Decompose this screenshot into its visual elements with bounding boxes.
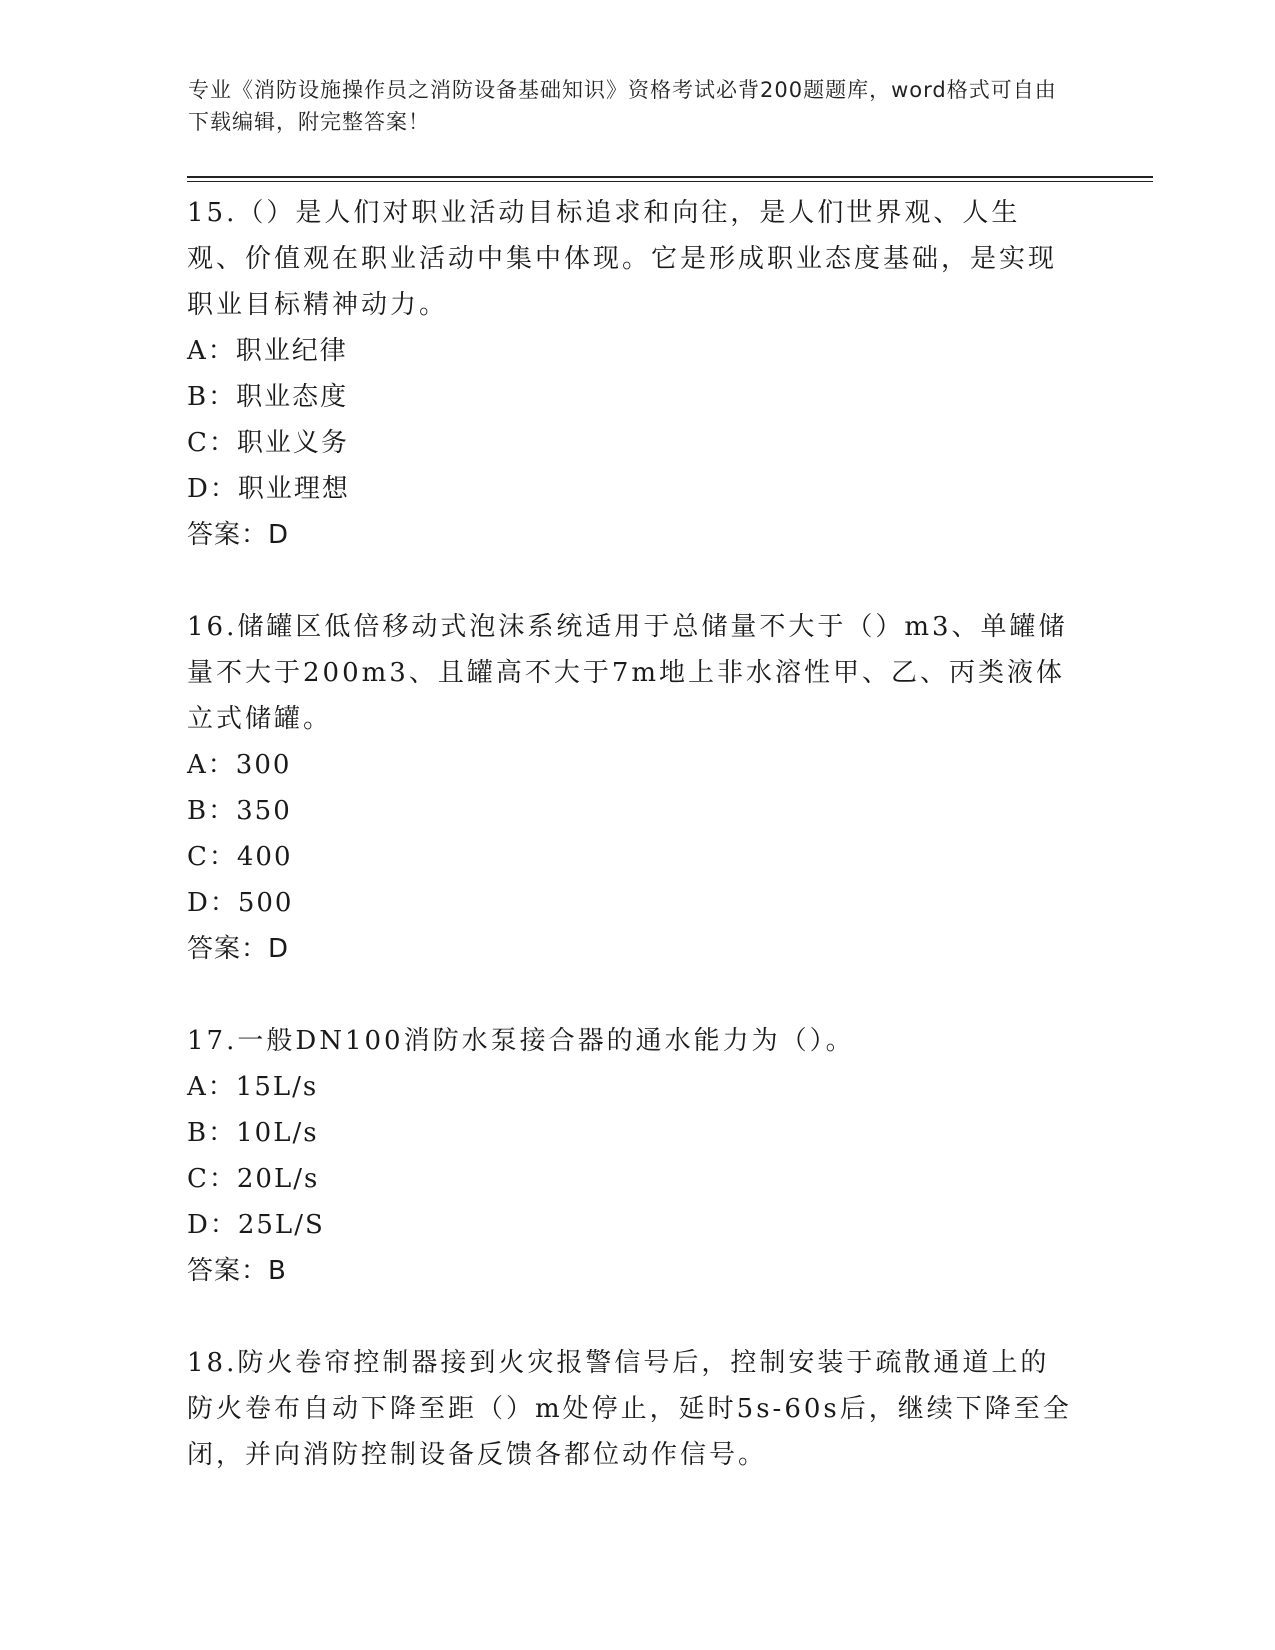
question-16 — [187, 604, 1077, 972]
question-18 — [187, 1340, 1077, 1478]
document-header: 专业《消防设施操作员之消防设备基础知识》资格考试必背200题题库，word格式可自由下载编辑，附完整答案！ — [188, 78, 1057, 134]
option-b: B：350 — [187, 796, 292, 826]
option-b: B：职业态度 — [187, 382, 349, 412]
header-divider-thin — [187, 181, 1153, 182]
question-list — [187, 190, 1077, 1524]
question-stem: 17.一般DN100消防水泵接合器的通水能力为（）。 — [187, 1026, 855, 1056]
option-a: A：职业纪律 — [187, 336, 348, 366]
option-a: A：300 — [187, 750, 292, 780]
answer-line: 答案：B — [187, 1256, 287, 1286]
header-divider-thick — [187, 176, 1153, 178]
question-stem: 15.（）是人们对职业活动目标追求和向往，是人们世界观、人生观、价值观在职业活动中集中体现。它是形成职业态度基础，是实现职业目标精神动力。 — [187, 198, 1058, 320]
option-d: D：500 — [187, 888, 294, 918]
option-b: B：10L/s — [187, 1118, 319, 1148]
question-17 — [187, 1018, 1077, 1294]
option-d: D：25L/S — [187, 1210, 325, 1240]
question-15 — [187, 190, 1077, 558]
answer-line: 答案：D — [187, 934, 290, 964]
answer-line: 答案：D — [187, 520, 290, 550]
option-c: C：20L/s — [187, 1164, 320, 1194]
option-c: C：职业义务 — [187, 428, 349, 458]
question-stem: 18.防火卷帘控制器接到火灾报警信号后，控制安装于疏散通道上的防火卷布自动下降至距（）m处停止，延时5s-60s后，继续下降至全闭，并向消防控制设备反馈各都位动作信号。 — [187, 1348, 1072, 1470]
question-stem: 16.储罐区低倍移动式泡沫系统适用于总储量不大于（）m3、单罐储量不大于200m3、且罐高不大于7m地上非水溶性甲、乙、丙类液体立式储罐。 — [187, 612, 1068, 734]
option-c: C：400 — [187, 842, 293, 872]
option-a: A：15L/s — [187, 1072, 319, 1102]
option-d: D：职业理想 — [187, 474, 350, 504]
